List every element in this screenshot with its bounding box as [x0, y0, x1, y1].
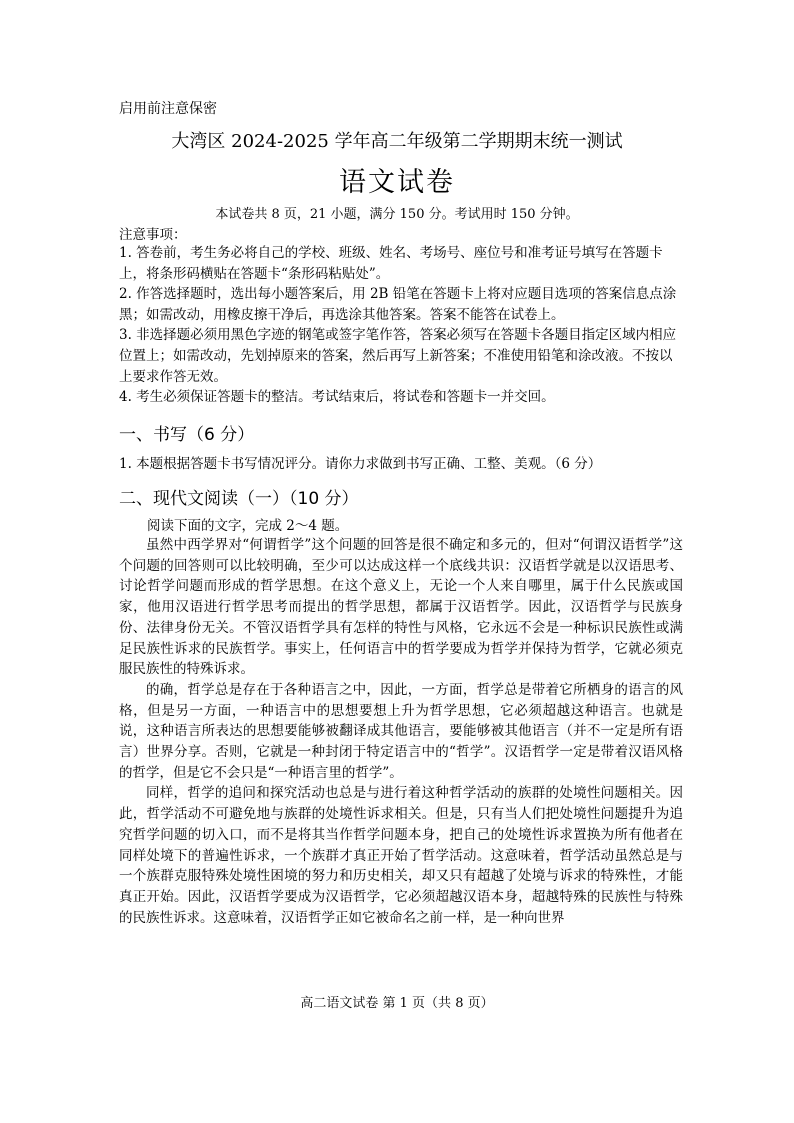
- notice-item-1: 1. 答卷前，考生务必将自己的学校、班级、姓名、考场号、座位号和准考证号填写在答题卡上，将条形码横贴在答题卡“条形码粘贴处”。: [119, 245, 663, 282]
- question-1: 1. 本题根据答题卡书写情况评分。请你力求做到书写正确、工整、美观。（6 分）: [119, 456, 602, 472]
- passage-paragraph-3: 同样，哲学的追问和探究活动也总是与进行着这种哲学活动的族群的处境性问题相关。因此，哲学活动不可避免地与族群的处境性诉求相关。但是，只有当人们把处境性问题提升为追究哲学问题的切入口，而不是将其当作哲学问题本身，把自己的处境性诉求置换为所有他者在同样处境下的普遍性诉求，一个族群才真正开始了哲学活动。这意味着，哲学活动虽然总是与一个族群克服特殊处境性困境的努力和历史相关，却又只有超越了处境与诉求的特殊性，才能真正开始。因此，汉语哲学要成为汉语哲学，它必须超越汉语本身，超越特殊的民族性与特殊的民族性诉求。这意味着，汉语哲学正如它被命名之前一样，是一种向世界: [119, 785, 683, 926]
- exam-title: 大湾区 2024-2025 学年高二年级第二学期期末统一测试: [171, 131, 623, 152]
- passage-paragraph-1: 虽然中西学界对“何谓哲学”这个问题的回答是很不确定和多元的，但对“何谓汉语哲学”这个问题的回答则可以比较明确，至少可以达成这样一个底线共识：汉语哲学就是以汉语思考、讨论哲学问题而形成的哲学思想。在这个意义上，无论一个人来自哪里，属于什么民族或国家，他用汉语进行哲学思考而提出的哲学思想，都属于汉语哲学。因此，汉语哲学与民族身份、法律身份无关。不管汉语哲学具有怎样的特性与风格，它永远不会是一种标识民族性或满足民族性诉求的民族哲学。事实上，任何语言中的哲学要成为哲学并保持为哲学，它就必须克服民族性的特殊诉求。: [119, 537, 683, 678]
- reading-passage: [119, 535, 683, 928]
- section-heading-writing: 一、书写（6 分）: [119, 425, 255, 445]
- notice-item-4: 4. 考生必须保证答题卡的整洁。考试结束后，将试卷和答题卡一并交回。: [119, 389, 555, 406]
- exam-info: 本试卷共 8 页，21 小题，满分 150 分。考试用时 150 分钟。: [215, 207, 579, 222]
- page-footer: 高二语文试卷 第 1 页（共 8 页）: [300, 996, 494, 1011]
- confidential-label: 启用前注意保密: [119, 101, 217, 117]
- section-heading-reading: 二、现代文阅读（一）（10 分）: [119, 489, 359, 509]
- passage-paragraph-2: 的确，哲学总是存在于各种语言之中，因此，一方面，哲学总是带着它所栖身的语言的风格，但是另一方面，一种语言中的思想要想上升为哲学思想，它必须超越这种语言。也就是说，这种语言所表达的思想要能够被翻译成其他语言，要能够被其他语言（并不一定是所有语言）世界分享。否则，它就是一种封闭于特定语言中的“哲学”。汉语哲学一定是带着汉语风格的哲学，但是它不会只是“一种语言里的哲学”。: [119, 681, 683, 781]
- subject-title: 语文试卷: [339, 167, 455, 198]
- notice-list: [119, 243, 684, 408]
- reading-intro: 阅读下面的文字，完成 2～4 题。: [147, 518, 349, 534]
- notice-item-2: 2. 作答选择题时，选出每小题答案后，用 2B 铅笔在答题卡上将对应题目选项的答案信息点涂黑；如需改动，用橡皮擦干净后，再选涂其他答案。答案不能答在试卷上。: [119, 286, 677, 323]
- notice-item-3: 3. 非选择题必须用黑色字迹的钢笔或签字笔作答，答案必须写在答题卡各题目指定区域内相应位置上；如需改动，先划掉原来的答案，然后再写上新答案；不准使用铅笔和涂改液。不按以上要求作答无效。: [119, 327, 677, 385]
- notice-heading: 注意事项：: [119, 227, 187, 243]
